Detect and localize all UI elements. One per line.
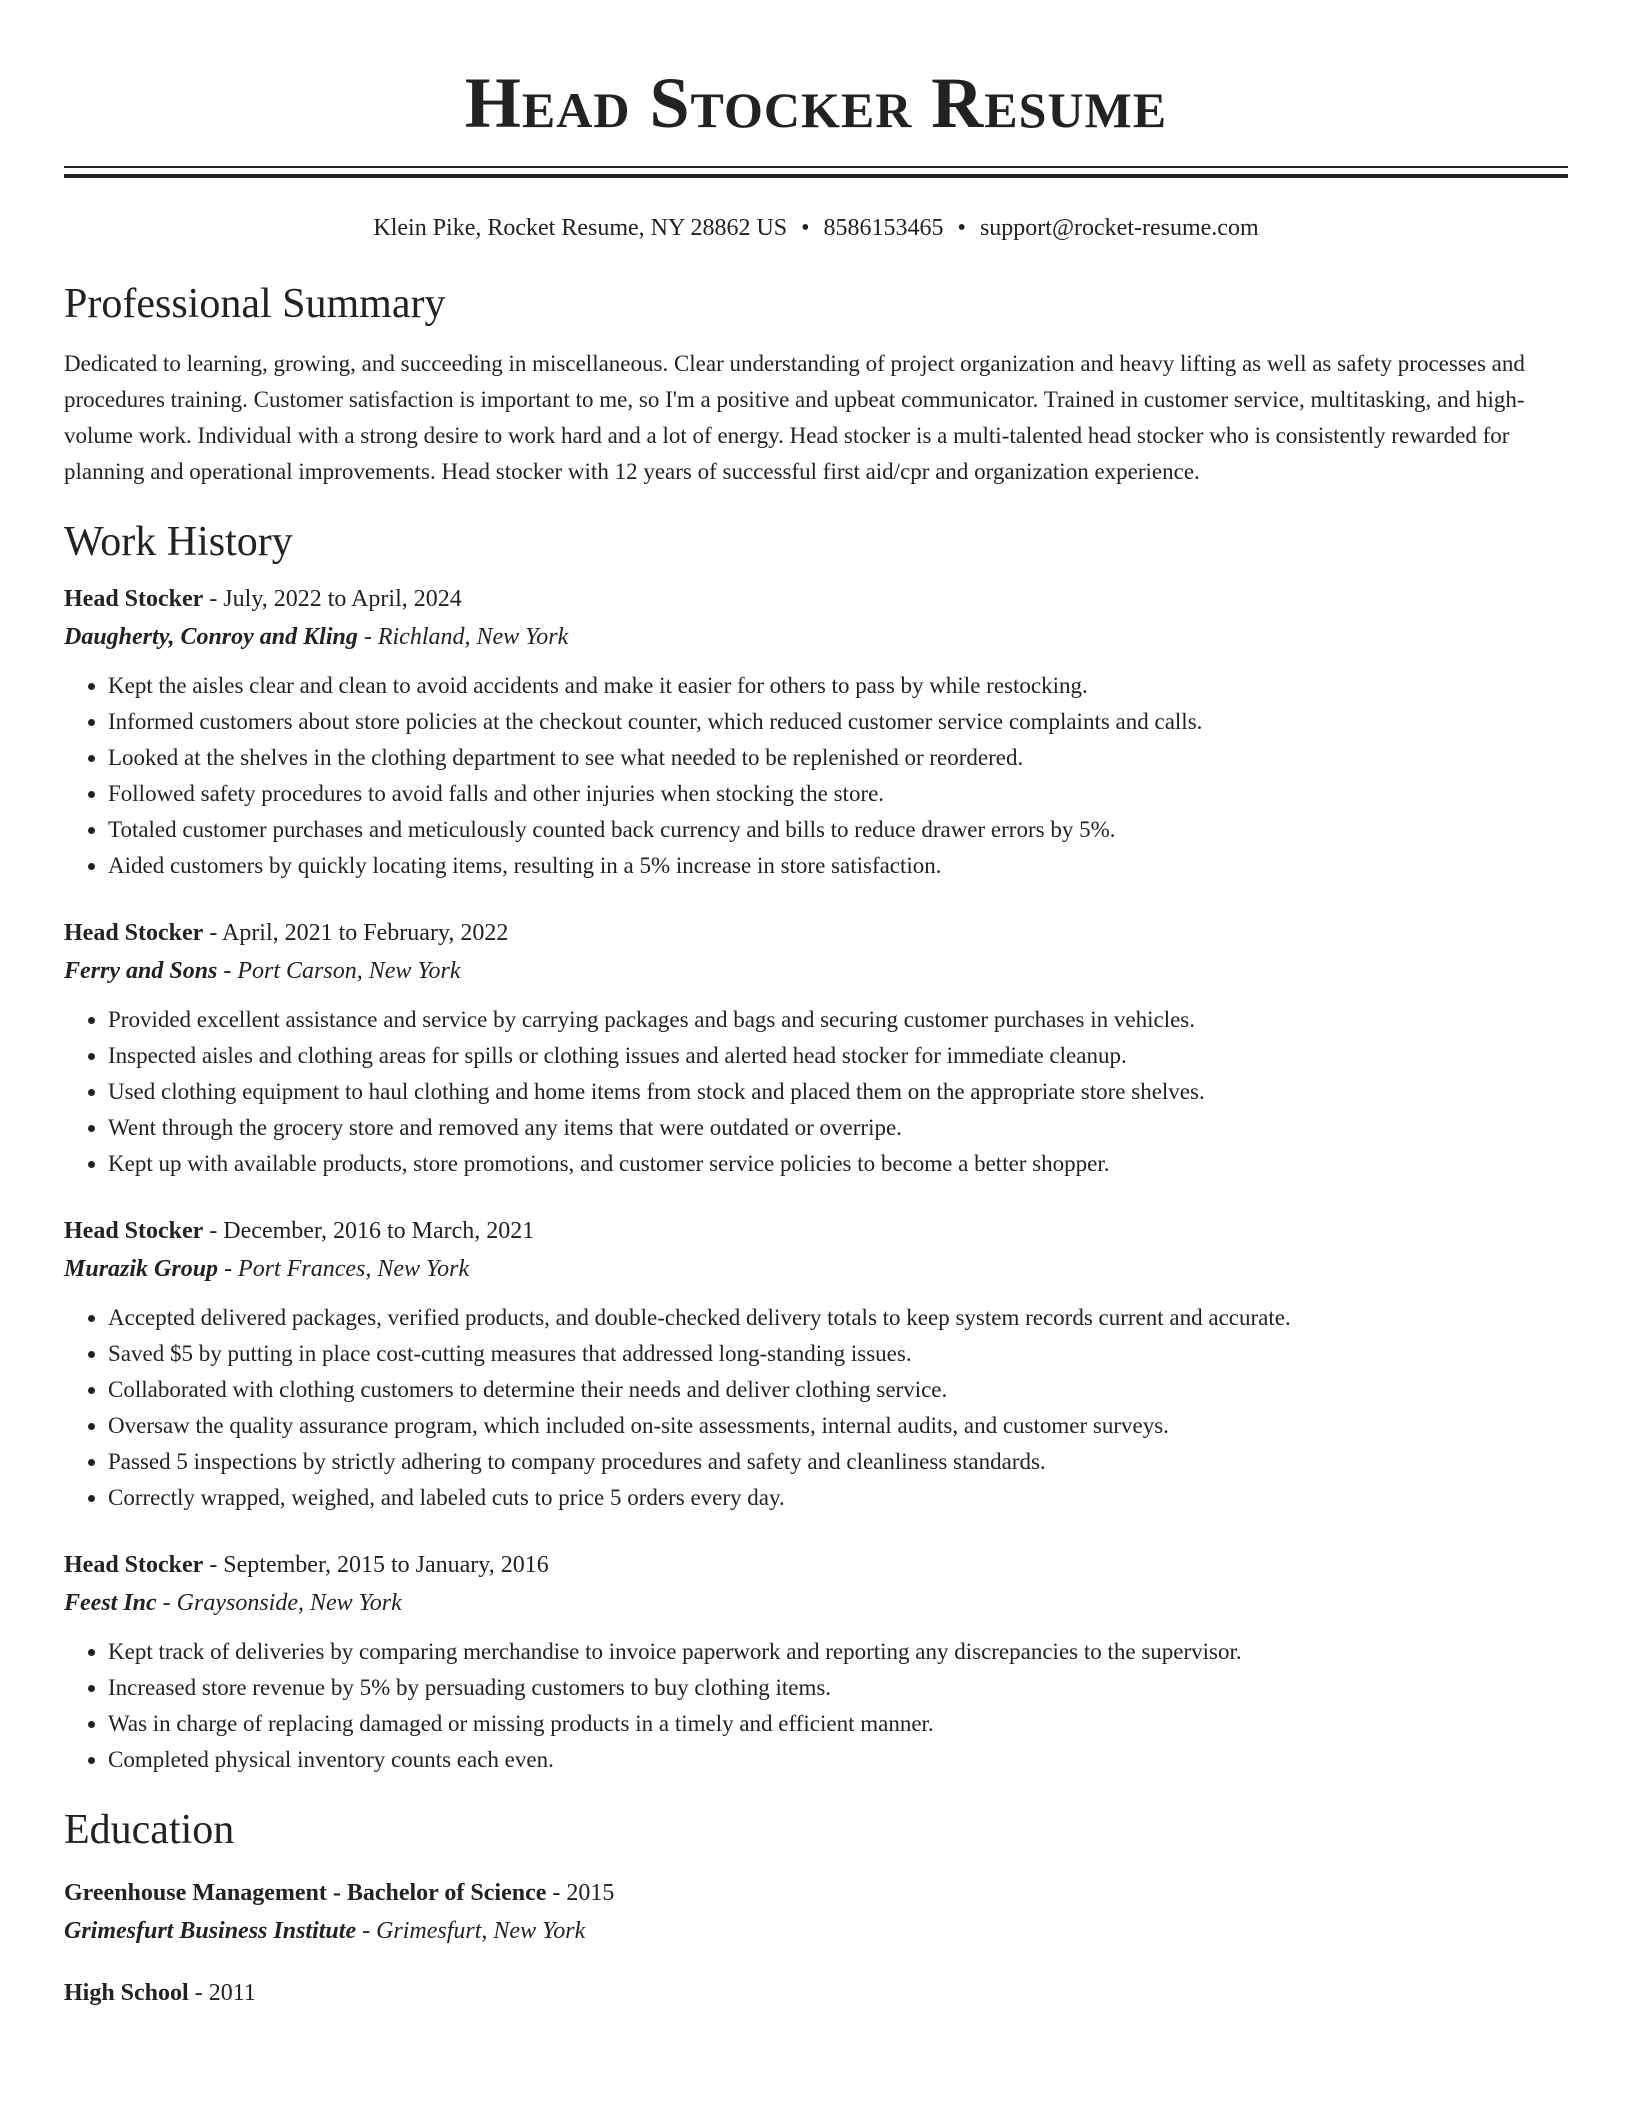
job-bullet: • Used clothing equipment to haul clothing and home items from stock and placed them on the appropriate store shelves. xyxy=(108,1074,1568,1110)
job-dates: - September, 2015 to January, 2016 xyxy=(203,1552,549,1578)
work-history-heading: Work History xyxy=(64,519,293,565)
job-entry xyxy=(64,914,1568,1182)
resume-page xyxy=(64,0,1568,2012)
job-location: - Port Frances, New York xyxy=(218,1256,470,1282)
job-bullet: • Followed safety procedures to avoid falls and other injuries when stocking the store. xyxy=(108,776,1568,812)
professional-summary-text: Dedicated to learning, growing, and succeeding in miscellaneous. Clear understanding of project organization and heavy lifting as well as safety processes and procedures training. Customer satisfaction is important to me, so I'm a positive and upbeat communicator. Trained in customer service, multitasking, and high-volume work. Individual with a strong desire to work hard and a lot of energy. Head stocker is a multi-talented head stocker who is consistently rewarded for planning and operational improvements. Head stocker with 12 years of successful first aid/cpr and organization experience. xyxy=(64,351,1525,484)
contact-address: Klein Pike, Rocket Resume, NY 28862 US xyxy=(373,215,788,241)
education-year: - 2011 xyxy=(188,1980,256,2006)
job-entry xyxy=(64,580,1568,884)
job-employer xyxy=(64,1584,1568,1622)
job-bullets xyxy=(64,1634,1568,1778)
title-rule-thick xyxy=(64,174,1568,178)
job-dates: - April, 2021 to February, 2022 xyxy=(203,920,509,946)
contact-separator: • xyxy=(801,215,810,241)
education-entry xyxy=(64,1874,1568,1950)
education-header xyxy=(64,1974,1568,2012)
job-title: Head Stocker xyxy=(64,1552,204,1578)
contact-phone: 8586153465 xyxy=(823,215,944,241)
company-name: Daugherty, Conroy and Kling xyxy=(64,624,358,650)
job-location: - Port Carson, New York xyxy=(217,958,461,984)
contact-line xyxy=(64,212,1568,244)
job-bullet: • Went through the grocery store and removed any items that were outdated or overripe. xyxy=(108,1110,1568,1146)
job-bullet: • Correctly wrapped, weighed, and labeled cuts to price 5 orders every day. xyxy=(108,1480,1568,1516)
job-header xyxy=(64,1212,1568,1250)
job-bullet: • Was in charge of replacing damaged or missing products in a timely and efficient manner. xyxy=(108,1706,1568,1742)
education-header xyxy=(64,1874,1568,1912)
company-name: Ferry and Sons xyxy=(64,958,218,984)
job-entry xyxy=(64,1212,1568,1516)
job-title: Head Stocker xyxy=(64,1218,204,1244)
job-bullets xyxy=(64,1002,1568,1182)
job-bullet: • Informed customers about store policies at the checkout counter, which reduced customer service complaints and calls. xyxy=(108,704,1568,740)
education-degree: Greenhouse Management - Bachelor of Science xyxy=(64,1880,547,1906)
education-heading: Education xyxy=(64,1807,235,1853)
job-employer xyxy=(64,618,1568,656)
job-bullet: • Passed 5 inspections by strictly adhering to company procedures and safety and cleanliness standards. xyxy=(108,1444,1568,1480)
job-bullet: • Inspected aisles and clothing areas for spills or clothing issues and alerted head stocker for immediate cleanup. xyxy=(108,1038,1568,1074)
job-bullet: • Completed physical inventory counts each even. xyxy=(108,1742,1568,1778)
job-bullet: • Saved $5 by putting in place cost-cutting measures that addressed long-standing issues. xyxy=(108,1336,1568,1372)
job-bullet: • Provided excellent assistance and service by carrying packages and bags and securing customer purchases in vehicles. xyxy=(108,1002,1568,1038)
school-location: - Grimesfurt, New York xyxy=(356,1918,586,1944)
job-location: - Richland, New York xyxy=(357,624,569,650)
contact-email: support@rocket-resume.com xyxy=(979,215,1259,241)
job-bullet: • Totaled customer purchases and meticulously counted back currency and bills to reduce drawer errors by 5%. xyxy=(108,812,1568,848)
job-header xyxy=(64,914,1568,952)
job-bullets xyxy=(64,1300,1568,1516)
job-dates: - December, 2016 to March, 2021 xyxy=(203,1218,535,1244)
job-bullets xyxy=(64,668,1568,884)
job-header xyxy=(64,1546,1568,1584)
job-bullet: • Accepted delivered packages, verified products, and double-checked delivery totals to keep system records current and accurate. xyxy=(108,1300,1568,1336)
job-location: - Graysonside, New York xyxy=(156,1590,402,1616)
education-year: - 2015 xyxy=(546,1880,615,1906)
job-header xyxy=(64,580,1568,618)
job-bullet: • Aided customers by quickly locating items, resulting in a 5% increase in store satisfaction. xyxy=(108,848,1568,884)
job-employer xyxy=(64,1250,1568,1288)
job-title: Head Stocker xyxy=(64,920,204,946)
job-bullet: • Kept track of deliveries by comparing merchandise to invoice paperwork and reporting any discrepancies to the supervisor. xyxy=(108,1634,1568,1670)
job-bullet: • Kept the aisles clear and clean to avoid accidents and make it easier for others to pass by while restocking. xyxy=(108,668,1568,704)
resume-title: Head Stocker Resume xyxy=(464,63,1168,143)
contact-separator: • xyxy=(957,215,966,241)
school-name: Grimesfurt Business Institute xyxy=(64,1918,357,1944)
education-entry xyxy=(64,1974,1568,2012)
job-dates: - July, 2022 to April, 2024 xyxy=(203,586,462,612)
job-title: Head Stocker xyxy=(64,586,204,612)
job-bullet: • Oversaw the quality assurance program, which included on-site assessments, internal audits, and customer surveys. xyxy=(108,1408,1568,1444)
title-rule-thin xyxy=(64,166,1568,168)
job-entry xyxy=(64,1546,1568,1778)
professional-summary-heading: Professional Summary xyxy=(64,281,446,327)
education-degree: High School xyxy=(64,1980,189,2006)
company-name: Feest Inc xyxy=(64,1590,157,1616)
education-school-line xyxy=(64,1912,1568,1950)
job-employer xyxy=(64,952,1568,990)
company-name: Murazik Group xyxy=(64,1256,219,1282)
job-bullet: • Kept up with available products, store promotions, and customer service policies to become a better shopper. xyxy=(108,1146,1568,1182)
job-bullet: • Increased store revenue by 5% by persuading customers to buy clothing items. xyxy=(108,1670,1568,1706)
job-bullet: • Looked at the shelves in the clothing department to see what needed to be replenished or reordered. xyxy=(108,740,1568,776)
job-bullet: • Collaborated with clothing customers to determine their needs and deliver clothing service. xyxy=(108,1372,1568,1408)
